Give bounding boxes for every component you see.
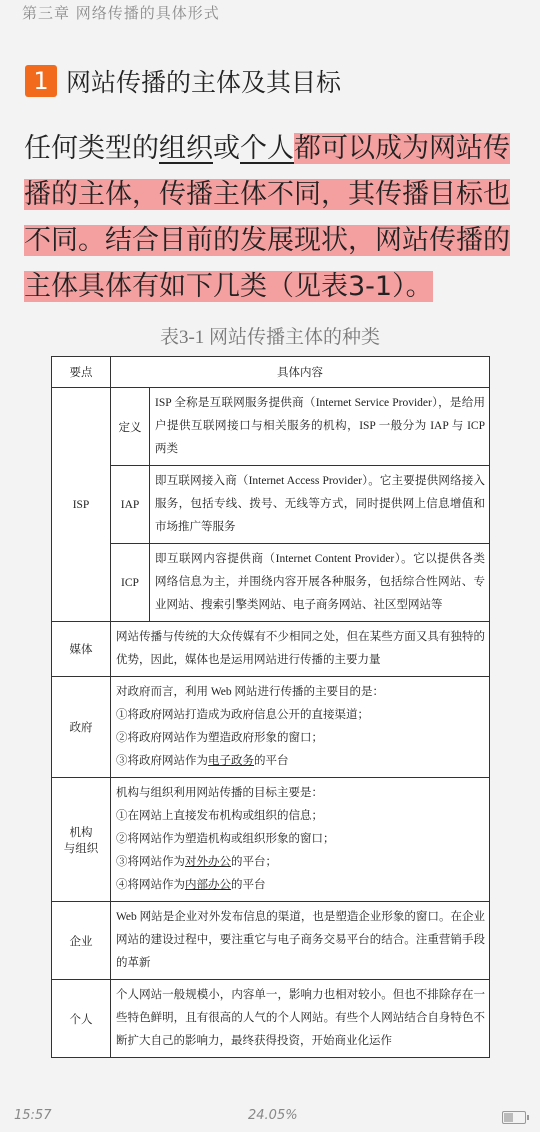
key-line: 机构 bbox=[69, 826, 93, 839]
cell-text: ③将政府网站作为 bbox=[116, 755, 208, 767]
sub-key: ICP bbox=[111, 544, 150, 622]
cell-line bbox=[116, 750, 485, 773]
paragraph-text: 任何类型的 bbox=[24, 133, 159, 164]
cell-line bbox=[116, 851, 485, 874]
cell-content bbox=[111, 778, 490, 902]
cell-content: ISP 全称是互联网服务提供商（Internet Service Provider），是给用户提供互联网接口与相关服务的机构，ISP 一般分为 IAP 与 ICP 两类 bbox=[150, 388, 490, 466]
paragraph-underlined-organization[interactable]: 组织 bbox=[159, 133, 213, 164]
row-key-organization bbox=[52, 778, 111, 902]
cell-line: ①在网站上直接发布机构或组织的信息； bbox=[116, 810, 323, 822]
section-heading bbox=[25, 63, 341, 99]
table-caption: 表3-1 网站传播主体的种类 bbox=[159, 327, 381, 348]
table-row bbox=[52, 677, 490, 778]
paragraph-underlined-individual[interactable]: 个人 bbox=[240, 133, 294, 164]
cell-content: 即互联网接入商（Internet Access Provider）。它主要提供网络接入服务，包括专线、拨号、无线等方式，同时提供网上信息增值和市场推广等服务 bbox=[150, 466, 490, 544]
cell-content: 网站传播与传统的大众传媒有不少相同之处，但在某些方面又具有独特的优势，因此，媒体也是运用网站进行传播的主要力量 bbox=[111, 622, 490, 677]
paragraph-highlighted-text[interactable]: 都可以成为网站传播的主体，传播主体不同，其传播目标也不同。结合目前的发展现状，网站传播的主体具体有如下几类（见表3-1）。 bbox=[24, 133, 510, 302]
header-key: 要点 bbox=[52, 357, 111, 388]
row-key-government: 政府 bbox=[52, 677, 111, 778]
sub-key: 定义 bbox=[111, 388, 150, 466]
table-row bbox=[52, 902, 490, 980]
key-line: 与组织 bbox=[63, 842, 99, 855]
header-content: 具体内容 bbox=[111, 357, 490, 388]
row-key-personal: 个人 bbox=[52, 980, 111, 1058]
underlined-term[interactable]: 内部办公 bbox=[185, 879, 231, 891]
cell-content: 即互联网内容提供商（Internet Content Provider）。它以提供各类网络信息为主，并围绕内容开展各种服务，包括综合性网站、专业网站、搜索引擎类网站、电子商务网站、社区型网站等 bbox=[150, 544, 490, 622]
underlined-term[interactable]: 电子政务 bbox=[208, 755, 254, 767]
section-number-badge: 1 bbox=[25, 65, 57, 97]
cell-line: 对政府而言，利用 Web 网站进行传播的主要目的是： bbox=[116, 686, 385, 698]
table-row bbox=[52, 778, 490, 902]
cell-line bbox=[116, 874, 485, 897]
paragraph-text: 或 bbox=[213, 133, 240, 164]
battery-icon bbox=[502, 1111, 526, 1124]
battery-level bbox=[504, 1113, 513, 1122]
cell-content: 个人网站一般规模小，内容单一，影响力也相对较小。但也不排除存在一些特色鲜明，且有很高的人气的个人网站。有些个人网站结合自身特色不断扩大自己的影响力，最终获得投资，开始商业化运作 bbox=[111, 980, 490, 1058]
cell-text: ③将网站作为 bbox=[116, 856, 185, 868]
table-row bbox=[52, 622, 490, 677]
row-key-media: 媒体 bbox=[52, 622, 111, 677]
row-key-isp: ISP bbox=[52, 388, 111, 622]
table-row bbox=[52, 466, 490, 544]
underlined-term[interactable]: 对外办公 bbox=[185, 856, 231, 868]
table-row bbox=[52, 544, 490, 622]
reading-progress: 24.05% bbox=[248, 1108, 298, 1123]
cell-text: ④将网站作为 bbox=[116, 879, 185, 891]
sub-key: IAP bbox=[111, 466, 150, 544]
cell-text: 的平台 bbox=[254, 755, 289, 767]
section-title: 网站传播的主体及其目标 bbox=[66, 68, 342, 97]
cell-line: ②将政府网站作为塑造政府形象的窗口； bbox=[116, 732, 323, 744]
cell-text: 的平台 bbox=[231, 879, 266, 891]
cell-line: 机构与组织利用网站传播的目标主要是： bbox=[116, 787, 323, 799]
row-key-enterprise: 企业 bbox=[52, 902, 111, 980]
cell-text: 的平台； bbox=[231, 856, 277, 868]
chapter-header: 第三章 网络传播的具体形式 bbox=[22, 4, 220, 22]
table-header-row bbox=[52, 357, 490, 388]
cell-content bbox=[111, 677, 490, 778]
body-paragraph bbox=[24, 126, 516, 310]
cell-line: ②将网站作为塑造机构或组织形象的窗口； bbox=[116, 833, 335, 845]
cell-content: Web 网站是企业对外发布信息的渠道，也是塑造企业形象的窗口。在企业网站的建设过程中，要注重它与电子商务交易平台的结合。注重营销手段的革新 bbox=[111, 902, 490, 980]
clock-time: 15:57 bbox=[14, 1108, 52, 1123]
table-row bbox=[52, 388, 490, 466]
table-row bbox=[52, 980, 490, 1058]
cell-line: ①将政府网站打造成为政府信息公开的直接渠道； bbox=[116, 709, 369, 721]
subject-types-table bbox=[51, 356, 490, 1058]
